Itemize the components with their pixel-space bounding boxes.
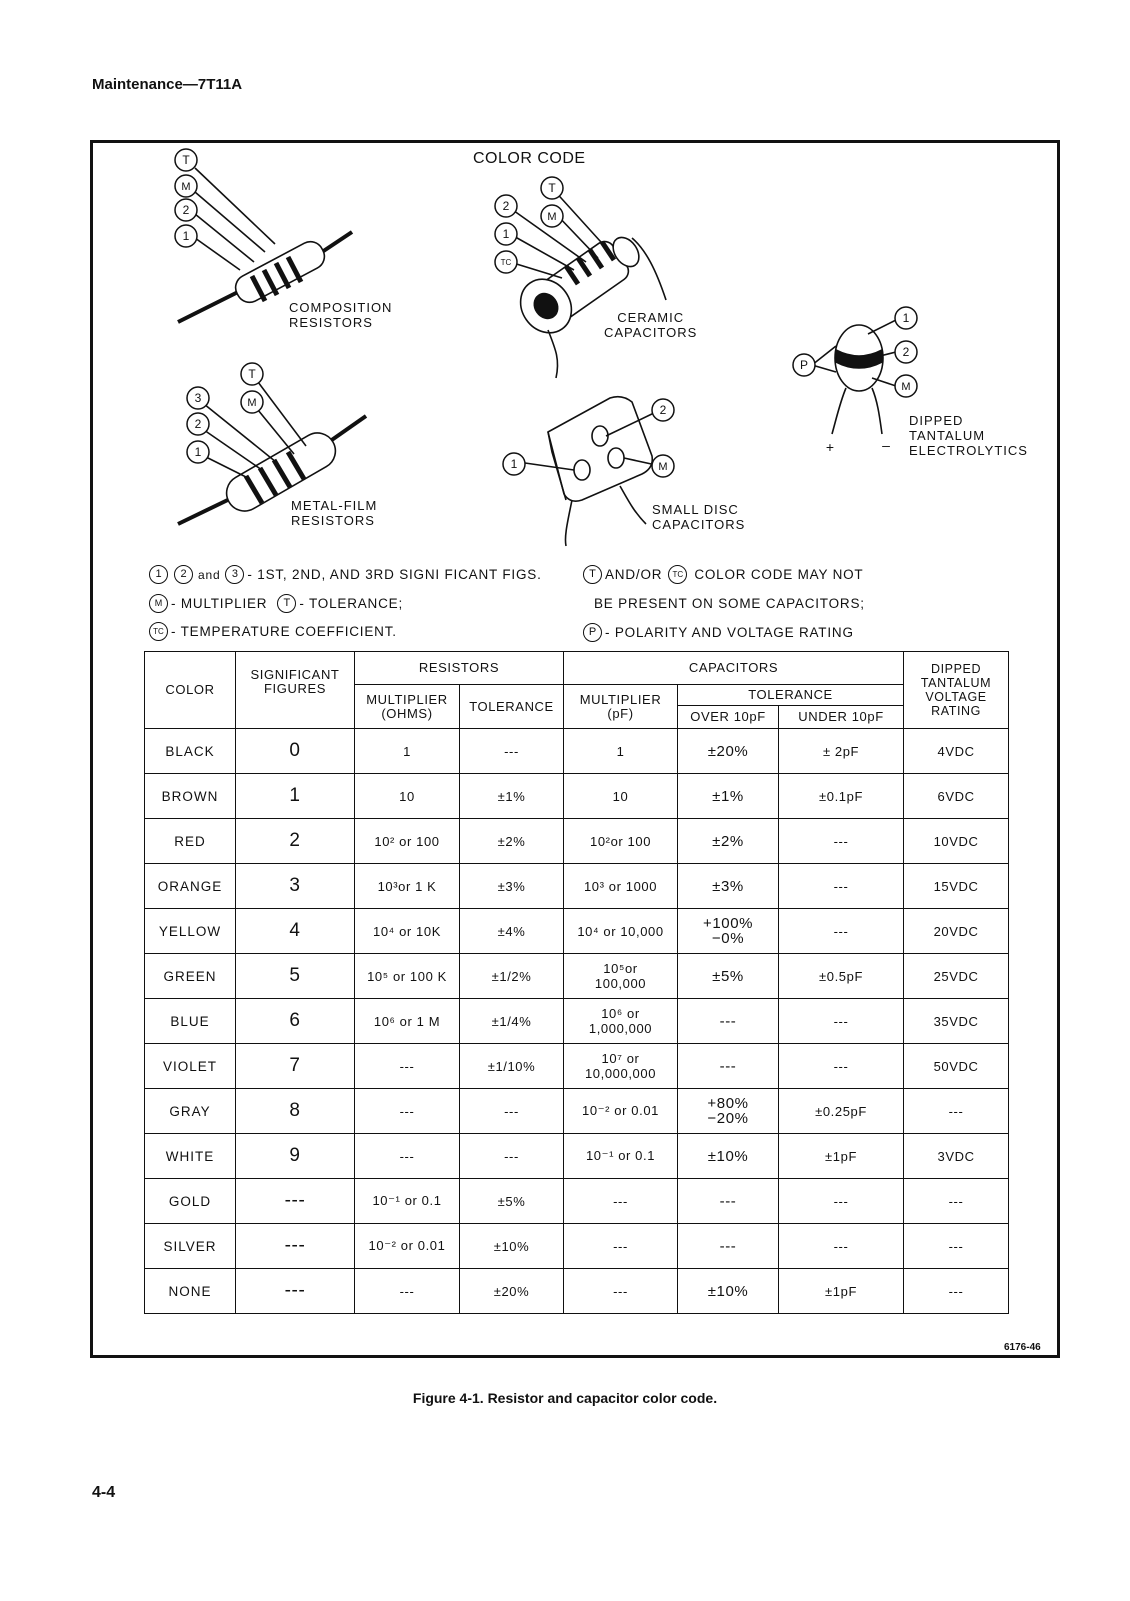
cell-under: ± 2pF: [779, 729, 904, 774]
cell-dipped: 20VDC: [904, 909, 1009, 954]
cell-r-mult: ---: [355, 1044, 460, 1089]
cell-c-mult: ---: [564, 1269, 678, 1314]
cell-r-tol: ±1/4%: [460, 999, 564, 1044]
legend-temperature: TC - TEMPERATURE COEFFICIENT.: [146, 622, 397, 641]
small-disc-capacitors-label: SMALL DISC CAPACITORS: [652, 502, 746, 532]
table-row: [145, 864, 1009, 909]
cell-color: GREEN: [145, 954, 236, 999]
header-significant-figures: SIGNIFICANT FIGURES: [236, 652, 355, 729]
cell-color: YELLOW: [145, 909, 236, 954]
cell-r-tol: ---: [460, 1134, 564, 1179]
cell-dipped: 10VDC: [904, 819, 1009, 864]
cell-r-mult: 1: [355, 729, 460, 774]
marker-1: 1: [194, 445, 202, 459]
legend-may-not-present: T AND/OR TC COLOR CODE MAY NOT: [580, 565, 863, 584]
cell-dipped: ---: [904, 1179, 1009, 1224]
cell-sig: ---: [236, 1224, 355, 1269]
legend-be-present: BE PRESENT ON SOME CAPACITORS;: [594, 596, 865, 611]
cell-c-mult: 10⁴ or 10,000: [564, 909, 678, 954]
cell-sig: 6: [236, 999, 355, 1044]
cell-color: SILVER: [145, 1224, 236, 1269]
component-illustrations: [0, 0, 1130, 660]
cell-over: ±2%: [678, 819, 779, 864]
cell-over: ±10%: [678, 1134, 779, 1179]
cell-sig: 2: [236, 819, 355, 864]
header-capacitors: CAPACITORS: [564, 652, 904, 685]
cell-sig: 7: [236, 1044, 355, 1089]
cell-dipped: 6VDC: [904, 774, 1009, 819]
cell-under: ±0.1pF: [779, 774, 904, 819]
dipped-tantalum-label: DIPPED TANTALUM ELECTROLYTICS: [909, 413, 1028, 458]
cell-color: WHITE: [145, 1134, 236, 1179]
metal-film-resistors-label: METAL-FILM RESISTORS: [291, 498, 378, 528]
cell-over: +80% −20%: [678, 1089, 779, 1134]
cell-sig: 1: [236, 774, 355, 819]
cell-r-mult: 10⁵ or 100 K: [355, 954, 460, 999]
cell-r-tol: ±2%: [460, 819, 564, 864]
cell-c-mult: ---: [564, 1224, 678, 1269]
marker-m: M: [901, 381, 911, 393]
cell-dipped: 3VDC: [904, 1134, 1009, 1179]
cell-r-tol: ±10%: [460, 1224, 564, 1269]
legend-significant-figures: 1 2 and 3 - 1ST, 2ND, AND 3RD SIGNI FICANT FIGS.: [146, 565, 542, 584]
cell-over: ±3%: [678, 864, 779, 909]
cell-r-mult: ---: [355, 1089, 460, 1134]
header-under-10pf: UNDER 10pF: [779, 706, 904, 729]
cell-r-tol: ---: [460, 1089, 564, 1134]
table-row: [145, 1089, 1009, 1134]
figure-id: 6176-46: [1004, 1342, 1041, 1353]
diagram-title: COLOR CODE: [473, 150, 586, 167]
small-disc-capacitor-drawing: [525, 397, 656, 546]
cell-under: ±1pF: [779, 1134, 904, 1179]
cell-color: GOLD: [145, 1179, 236, 1224]
marker-2: 2: [194, 417, 202, 431]
composition-resistors-label: COMPOSITION RESISTORS: [289, 300, 393, 330]
cell-c-mult: 10²or 100: [564, 819, 678, 864]
marker-1: 1: [182, 229, 190, 243]
cell-dipped: 15VDC: [904, 864, 1009, 909]
marker-m: M: [247, 397, 257, 409]
cell-under: ---: [779, 999, 904, 1044]
cell-over: ---: [678, 1044, 779, 1089]
cell-r-mult: 10⁴ or 10K: [355, 909, 460, 954]
cell-under: ---: [779, 1044, 904, 1089]
cell-over: ±20%: [678, 729, 779, 774]
cell-sig: 5: [236, 954, 355, 999]
cell-sig: ---: [236, 1179, 355, 1224]
cell-over: ---: [678, 1179, 779, 1224]
cell-sig: 9: [236, 1134, 355, 1179]
cell-r-tol: ±1%: [460, 774, 564, 819]
cell-sig: ---: [236, 1269, 355, 1314]
table-row: [145, 1224, 1009, 1269]
marker-2: 2: [182, 203, 190, 217]
running-header: Maintenance—7T11A: [92, 76, 243, 93]
figure-caption: Figure 4-1. Resistor and capacitor color code.: [412, 1390, 718, 1406]
cell-c-mult: 10⁷ or 10,000,000: [564, 1044, 678, 1089]
cell-r-tol: ±5%: [460, 1179, 564, 1224]
legend-polarity: P - POLARITY AND VOLTAGE RATING: [580, 623, 854, 642]
header-resistor-tolerance: TOLERANCE: [460, 685, 564, 729]
cell-r-mult: 10⁶ or 1 M: [355, 999, 460, 1044]
marker-1: 1: [149, 565, 168, 584]
cell-under: ±1pF: [779, 1269, 904, 1314]
marker-3: 3: [194, 391, 202, 405]
table-row: [145, 1044, 1009, 1089]
cell-r-tol: ±20%: [460, 1269, 564, 1314]
cell-under: ---: [779, 819, 904, 864]
cell-dipped: 4VDC: [904, 729, 1009, 774]
header-resistors: RESISTORS: [355, 652, 564, 685]
marker-t: T: [248, 367, 256, 381]
cell-dipped: ---: [904, 1224, 1009, 1269]
table-row: [145, 954, 1009, 999]
composition-resistor-drawing: [178, 168, 352, 322]
marker-tc: TC: [668, 565, 687, 584]
cell-r-tol: ±1/10%: [460, 1044, 564, 1089]
cell-c-mult: 10⁻¹ or 0.1: [564, 1134, 678, 1179]
ceramic-capacitor-drawing: [510, 188, 666, 378]
header-over-10pf: OVER 10pF: [678, 706, 779, 729]
marker-t: T: [277, 594, 296, 613]
marker-tc: TC: [149, 622, 168, 641]
minus-sign: –: [882, 437, 890, 453]
cell-over: ---: [678, 999, 779, 1044]
cell-color: GRAY: [145, 1089, 236, 1134]
cell-r-mult: 10² or 100: [355, 819, 460, 864]
table-row: [145, 819, 1009, 864]
marker-tc: TC: [500, 258, 512, 267]
marker-m: M: [658, 461, 668, 473]
marker-1: 1: [502, 227, 510, 241]
marker-m: M: [181, 181, 191, 193]
ceramic-capacitors-label: CERAMIC CAPACITORS: [604, 310, 698, 340]
cell-color: BROWN: [145, 774, 236, 819]
marker-1: 1: [902, 311, 910, 325]
cell-color: RED: [145, 819, 236, 864]
table-row: [145, 909, 1009, 954]
cell-r-tol: ±1/2%: [460, 954, 564, 999]
cell-under: ---: [779, 864, 904, 909]
cell-under: ±0.25pF: [779, 1089, 904, 1134]
cell-under: ±0.5pF: [779, 954, 904, 999]
cell-c-mult: ---: [564, 1179, 678, 1224]
cell-r-mult: 10: [355, 774, 460, 819]
marker-t: T: [182, 153, 190, 167]
marker-p: P: [799, 358, 809, 372]
header-capacitor-multiplier: MULTIPLIER (pF): [564, 685, 678, 729]
cell-r-mult: 10⁻¹ or 0.1: [355, 1179, 460, 1224]
cell-color: BLACK: [145, 729, 236, 774]
cell-sig: 0: [236, 729, 355, 774]
cell-under: ---: [779, 1224, 904, 1269]
cell-c-mult: 10⁻² or 0.01: [564, 1089, 678, 1134]
table-row: [145, 1134, 1009, 1179]
marker-2: 2: [659, 403, 667, 417]
marker-2: 2: [174, 565, 193, 584]
cell-r-tol: ±4%: [460, 909, 564, 954]
cell-color: NONE: [145, 1269, 236, 1314]
cell-dipped: ---: [904, 1089, 1009, 1134]
cell-under: ---: [779, 909, 904, 954]
cell-under: ---: [779, 1179, 904, 1224]
cell-c-mult: 10⁶ or 1,000,000: [564, 999, 678, 1044]
marker-m: M: [149, 594, 168, 613]
cell-sig: 4: [236, 909, 355, 954]
cell-r-tol: ±3%: [460, 864, 564, 909]
cell-r-mult: 10⁻² or 0.01: [355, 1224, 460, 1269]
cell-dipped: ---: [904, 1269, 1009, 1314]
cell-r-tol: ---: [460, 729, 564, 774]
color-code-table: [144, 651, 1009, 1314]
cell-c-mult: 1: [564, 729, 678, 774]
table-row: [145, 1179, 1009, 1224]
cell-sig: 3: [236, 864, 355, 909]
cell-c-mult: 10: [564, 774, 678, 819]
cell-over: +100% −0%: [678, 909, 779, 954]
marker-p: P: [583, 623, 602, 642]
marker-t: T: [548, 181, 556, 195]
cell-color: BLUE: [145, 999, 236, 1044]
table-row: [145, 729, 1009, 774]
cell-r-mult: 10³or 1 K: [355, 864, 460, 909]
cell-over: ±5%: [678, 954, 779, 999]
cell-c-mult: 10⁵or 100,000: [564, 954, 678, 999]
marker-t: T: [583, 565, 602, 584]
cell-sig: 8: [236, 1089, 355, 1134]
marker-2: 2: [902, 345, 910, 359]
page-number: 4-4: [92, 1484, 116, 1501]
cell-r-mult: ---: [355, 1269, 460, 1314]
cell-r-mult: ---: [355, 1134, 460, 1179]
marker-3: 3: [225, 565, 244, 584]
marker-1: 1: [510, 457, 518, 471]
cell-c-mult: 10³ or 1000: [564, 864, 678, 909]
cell-dipped: 35VDC: [904, 999, 1009, 1044]
marker-2: 2: [502, 199, 510, 213]
header-color: COLOR: [145, 652, 236, 729]
plus-sign: +: [825, 439, 835, 455]
header-resistor-multiplier: MULTIPLIER (OHMS): [355, 685, 460, 729]
marker-m: M: [547, 211, 557, 223]
cell-over: ±10%: [678, 1269, 779, 1314]
cell-over: ---: [678, 1224, 779, 1269]
dipped-tantalum-drawing: [812, 320, 896, 434]
cell-color: VIOLET: [145, 1044, 236, 1089]
cell-color: ORANGE: [145, 864, 236, 909]
table-row: [145, 1269, 1009, 1314]
header-dipped-tantalum: DIPPED TANTALUM VOLTAGE RATING: [904, 652, 1009, 729]
table-row: [145, 774, 1009, 819]
cell-over: ±1%: [678, 774, 779, 819]
cell-dipped: 25VDC: [904, 954, 1009, 999]
table-row: [145, 999, 1009, 1044]
legend-multiplier-tolerance: M - MULTIPLIER T - TOLERANCE;: [146, 594, 403, 613]
cell-dipped: 50VDC: [904, 1044, 1009, 1089]
header-capacitor-tolerance: TOLERANCE: [678, 685, 904, 706]
